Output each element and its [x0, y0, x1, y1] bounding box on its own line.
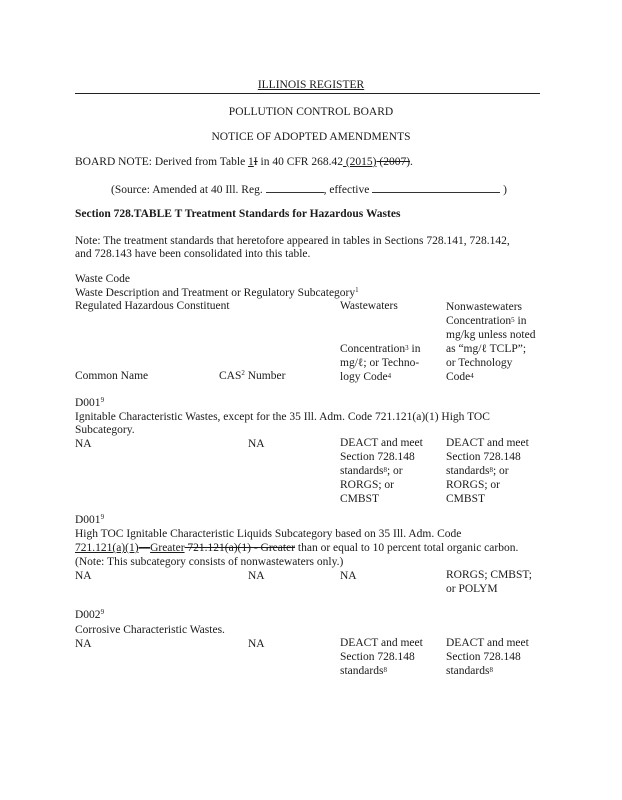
entry-d002-nww: DEACT and meet Section 728.148 standards$^8$ [446, 637, 529, 677]
entry-d001-cas: NA [248, 438, 265, 450]
register-title: ILLINOIS REGISTER [257, 79, 365, 91]
entry-d001-hightoc-ww: NA [340, 570, 357, 582]
note-line-1: Note: The treatment standards that heretofore appeared in tables in Sections 728.141, 728.142, [75, 235, 510, 247]
entry-d001-hightoc-desc-3: (Note: This subcategory consists of nonwastewaters only.) [75, 556, 344, 568]
effective-date-blank [372, 182, 500, 193]
entry-d001-hightoc-code: $D001^9$ [75, 513, 105, 526]
entry-d002-cas: NA [248, 638, 265, 650]
entry-d001-desc-1: Ignitable Characteristic Wastes, except for the 35 Ill. Adm. Code 721.121(a)(1) High TOC [75, 411, 490, 423]
entry-d001-hightoc-nww: RORGS; CMBST; or POLYM [446, 569, 532, 595]
col-ww-concentration: Concentration$^3$ in mg/ℓ; or Techno- logy Code$^4$ [340, 343, 421, 383]
board-title: POLLUTION CONTROL BOARD [228, 106, 394, 118]
entry-d001-ww: DEACT and meet Section 728.148 standards$^8$; or RORGS; or CMBST [340, 437, 423, 505]
register-blank [266, 182, 324, 193]
notice-title: NOTICE OF ADOPTED AMENDMENTS [211, 131, 411, 143]
col-description: Waste Description and Treatment or Regulatory Subcategory$^1$ [75, 286, 359, 299]
col-cas-number: CAS$^2$ Number [219, 369, 286, 382]
entry-d001-hightoc-desc-2: 721.121(a)(1)—Greater 721.121(a)(1) - Greater than or equal to 10 percent total organic carbon. [75, 542, 519, 554]
col-wastewaters: Wastewaters [340, 300, 398, 312]
header-rule [75, 93, 540, 94]
note-line-2: and 728.143 have been consolidated into this table. [75, 248, 311, 260]
entry-d001-code: $D001^9$ [75, 396, 105, 409]
col-waste-code: Waste Code [75, 273, 130, 285]
source-line: (Source: Amended at 40 Ill. Reg. , effective ) [111, 184, 507, 196]
entry-d001-hightoc-desc-1: High TOC Ignitable Characteristic Liquids Subcategory based on 35 Ill. Adm. Code [75, 528, 462, 540]
entry-d001-nww: DEACT and meet Section 728.148 standards$^8$; or RORGS; or CMBST [446, 437, 529, 505]
col-constituent: Regulated Hazardous Constituent [75, 300, 230, 312]
entry-d001-hightoc-cas: NA [248, 570, 265, 582]
section-heading: Section 728.TABLE T Treatment Standards for Hazardous Wastes [75, 208, 401, 220]
entry-d001-hightoc-name: NA [75, 570, 92, 582]
entry-d002-ww: DEACT and meet Section 728.148 standards$^8$ [340, 637, 423, 677]
col-common-name: Common Name [75, 370, 149, 382]
entry-d001-desc-2: Subcategory. [75, 424, 135, 436]
board-note: BOARD NOTE: Derived from Table 1I in 40 CFR 268.42 (2015) (2007). [75, 156, 413, 168]
col-nonwastewaters: Nonwastewaters Concentration$^5$ in mg/kg unless noted as “mg/ℓ TCLP”; or Technology Code$^4$ [446, 301, 536, 383]
entry-d002-code: $D002^9$ [75, 608, 105, 621]
entry-d002-desc: Corrosive Characteristic Wastes. [75, 624, 225, 636]
entry-d002-name: NA [75, 638, 92, 650]
entry-d001-name: NA [75, 438, 92, 450]
